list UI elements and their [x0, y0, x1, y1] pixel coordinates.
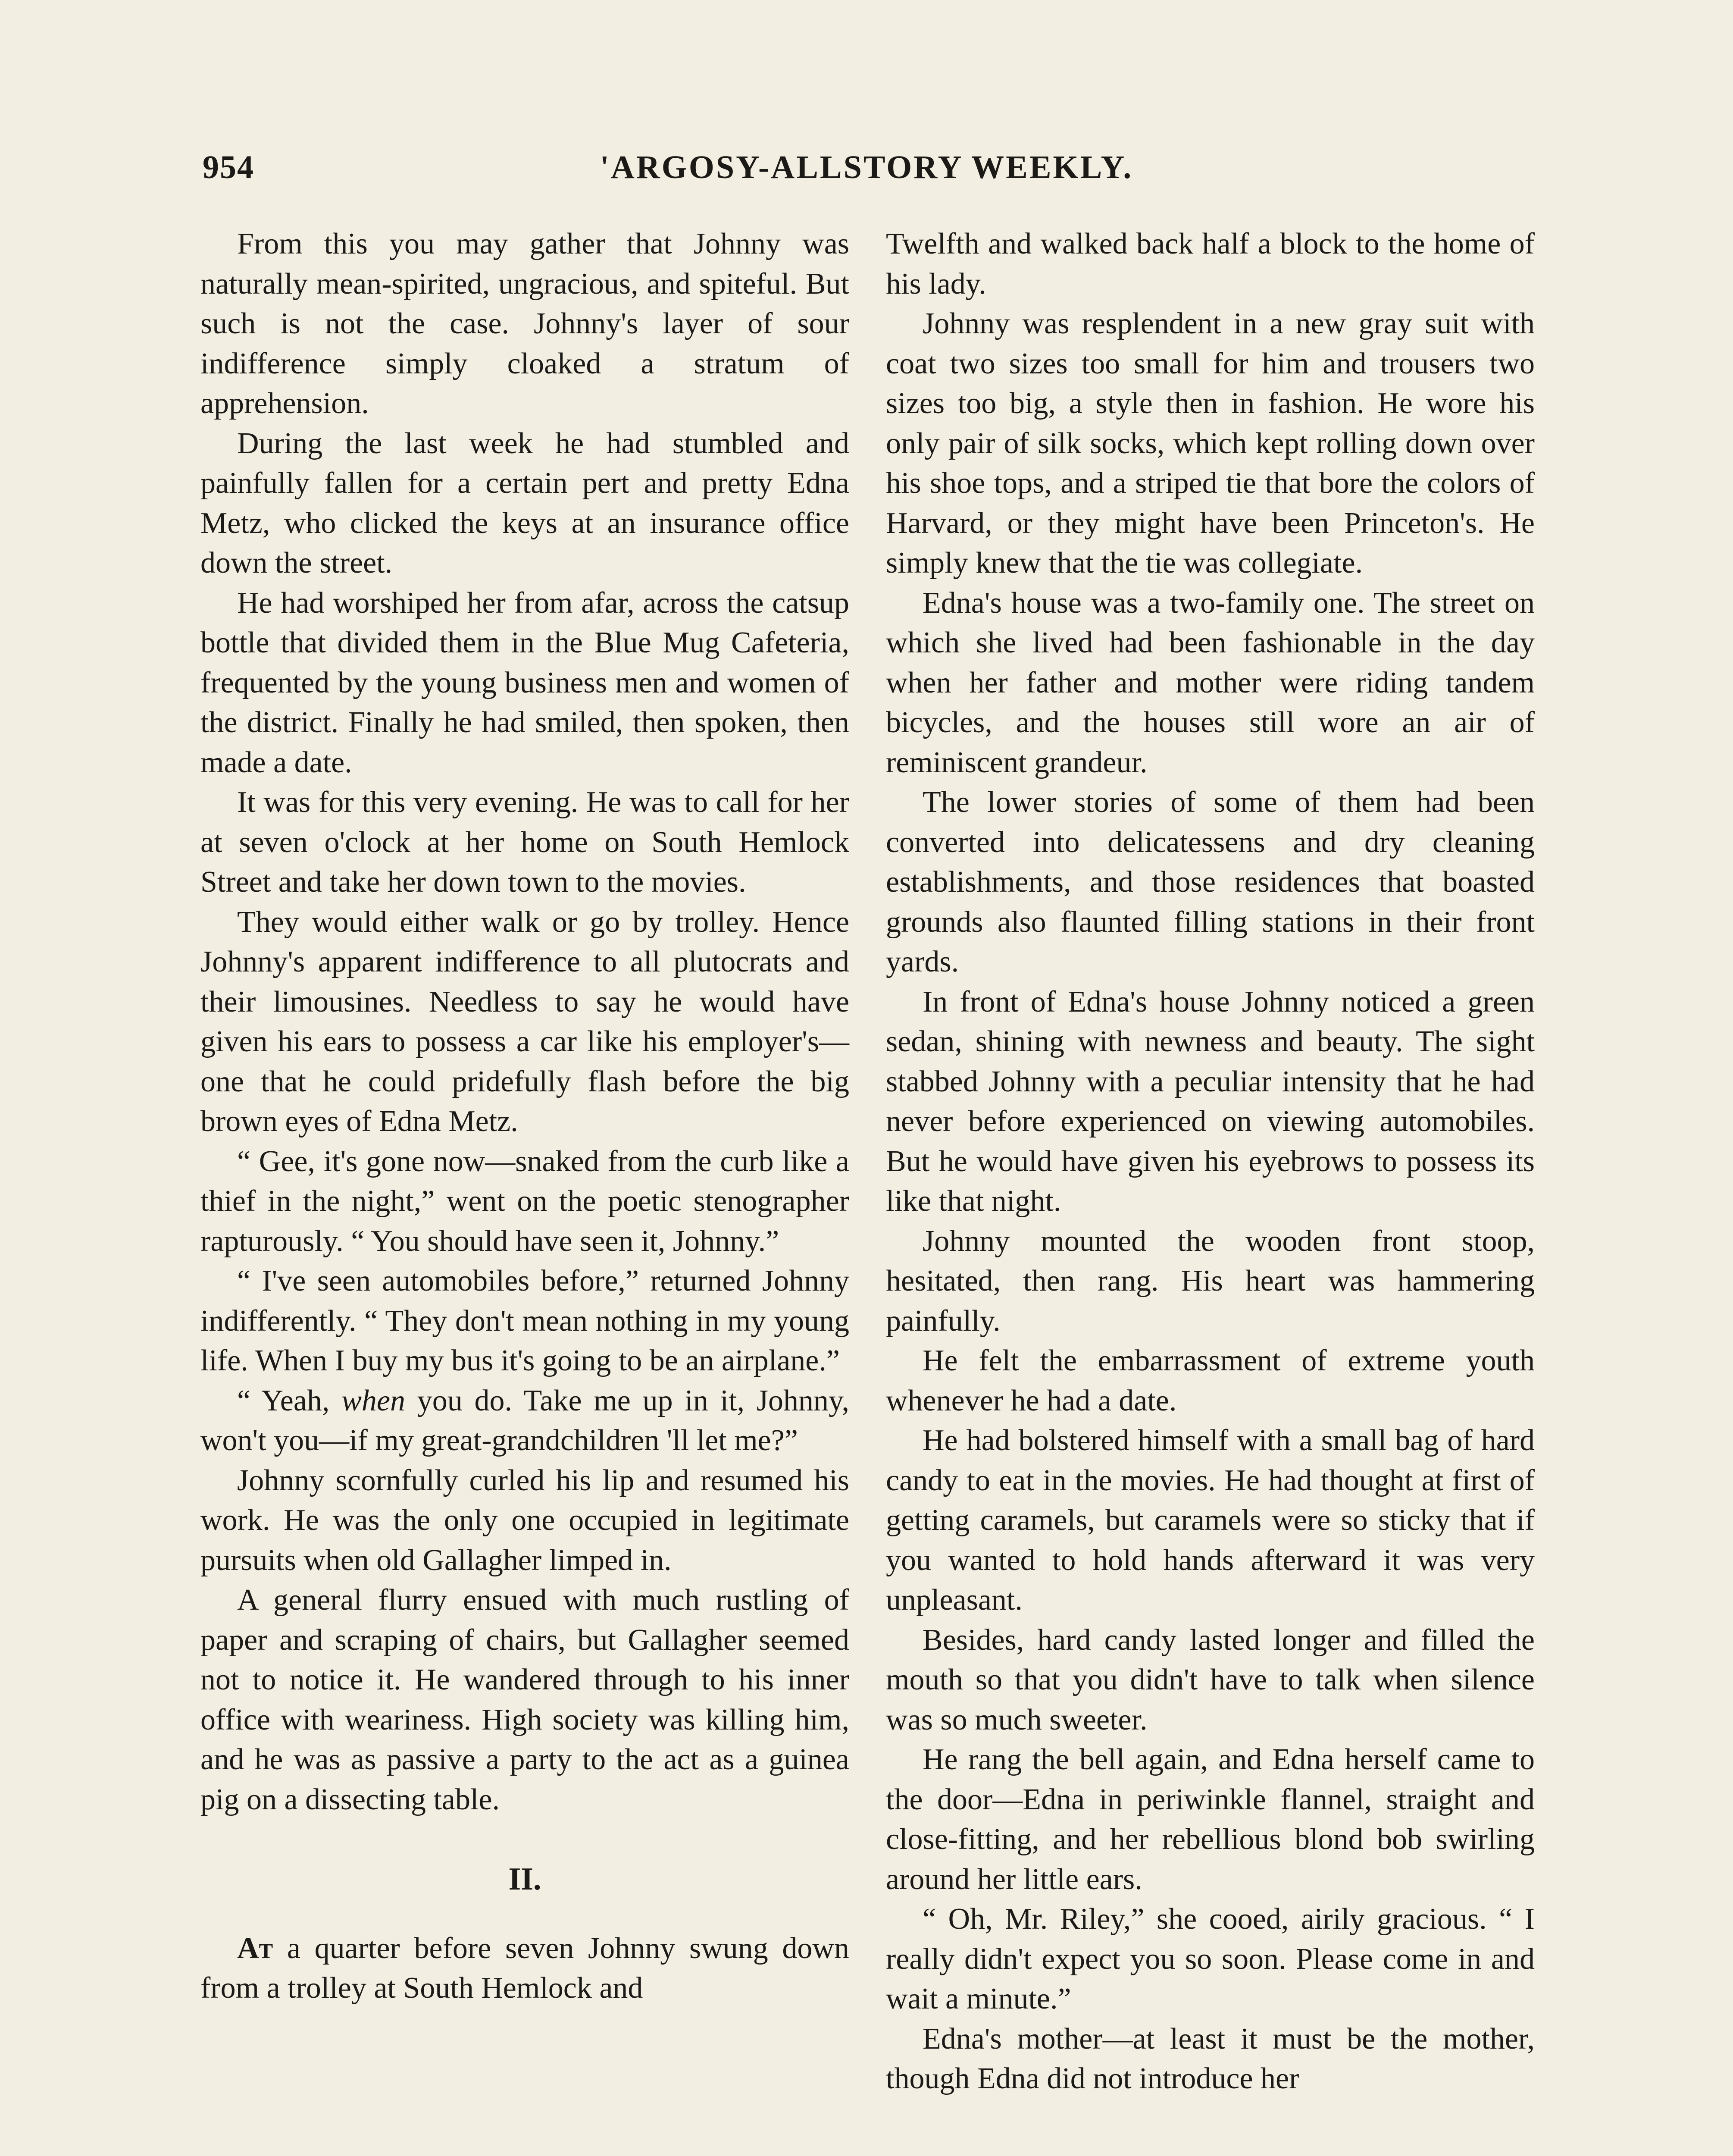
paragraph-text: a quarter before seven Johnny swung down from a trolley at South Hemlock and	[200, 1931, 849, 2005]
paragraph: He felt the embarrassment of extreme youth whenever he had a date.	[886, 1344, 1535, 1417]
paragraph: He had worshiped her from afar, across the catsup bottle that divided them in the Blue Mug Cafeteria, frequented by the young business men and women of the district. Finally he had smiled, then spoken, then made a date.	[200, 586, 849, 779]
paragraph: Johnny mounted the wooden front stoop, hesitated, then rang. His heart was hammering painfully.	[886, 1224, 1535, 1338]
paragraph: Johnny scornfully curled his lip and resumed his work. He was the only one occupied in legitimate pursuits when old Gallagher limped in.	[200, 1463, 849, 1577]
left-column	[200, 224, 849, 2009]
paragraph: Edna's mother—at least it must be the mother, though Edna did not introduce her	[886, 2022, 1535, 2095]
paragraph: Johnny was resplendent in a new gray suit with coat two sizes too small for him and trousers two sizes too big, a style then in fashion. He wore his only pair of silk socks, which kept rolling down over his shoe tops, and a striped tie that bore the colors of Harvard, or they might have been Princeton's. He simply knew that the tie was collegiate.	[886, 307, 1535, 580]
section-heading: II.	[508, 1861, 541, 1897]
dialogue-text: you do. Take me up in it, Johnny, won't you—if my great-grandchildren 'll let me?”	[200, 1384, 849, 1457]
paragraph: Besides, hard candy lasted longer and filled the mouth so that you didn't have to talk when silence was so much sweeter.	[886, 1623, 1535, 1736]
paragraph: He had bolstered himself with a small bag of hard candy to eat in the movies. He had thought at first of getting caramels, but caramels were so sticky that if you wanted to hold hands afterward it was very unpleasant.	[886, 1424, 1535, 1617]
paragraph	[200, 1929, 849, 2009]
paragraph: The lower stories of some of them had been converted into delicatessens and dry cleaning establishments, and those residences that boasted grounds also flaunted filling stations in their front yards.	[886, 786, 1535, 978]
emphasized-word: when	[341, 1384, 405, 1417]
page-header	[203, 149, 1530, 192]
right-column	[886, 224, 1535, 2099]
running-title: 'ARGOSY-ALLSTORY WEEKLY.	[600, 149, 1133, 185]
paragraph: “ Oh, Mr. Riley,” she cooed, airily gracious. “ I really didn't expect you so soon. Please come in and wait a minute.”	[886, 1902, 1535, 2015]
paragraph: “ I've seen automobiles before,” returned Johnny indifferently. “ They don't mean nothing in my young life. When I buy my bus it's going to be an airplane.”	[200, 1264, 849, 1377]
paragraph: In front of Edna's house Johnny noticed a green sedan, shining with newness and beauty. The sight stabbed Johnny with a peculiar intensity that he had never before experienced on viewing automobiles. But he would have given his eyebrows to possess its like that night.	[886, 985, 1535, 1218]
paragraph: They would either walk or go by trolley. Hence Johnny's apparent indifference to all plutocrats and their limousines. Needless to say he would have given his ears to possess a car like his employer's—one that he could pridefully flash before the big brown eyes of Edna Metz.	[200, 905, 849, 1138]
paragraph: Edna's house was a two-family one. The street on which she lived had been fashionable in the day when her father and mother were riding tandem bicycles, and the houses still wore an air of reminiscent grandeur.	[886, 586, 1535, 779]
paragraph: From this you may gather that Johnny was naturally mean-spirited, ungracious, and spiteful. But such is not the case. Johnny's layer of sour indifference simply cloaked a stratum of apprehension.	[200, 227, 849, 420]
paragraph: A general flurry ensued with much rustling of paper and scraping of chairs, but Gallagher seemed not to notice it. He wandered through to his inner office with weariness. High society was killing him, and he was as passive a party to the act as a guinea pig on a dissecting table.	[200, 1583, 849, 1816]
lead-word: At	[237, 1931, 273, 1965]
page-number: 954	[203, 149, 254, 185]
paragraph: Twelfth and walked back half a block to the home of his lady.	[886, 227, 1535, 301]
paragraph: He rang the bell again, and Edna herself came to the door—Edna in periwinkle flannel, straight and close-fitting, and her rebellious blond bob swirling around her little ears.	[886, 1743, 1535, 1896]
paragraph: It was for this very evening. He was to call for her at seven o'clock at her home on South Hemlock Street and take her down town to the movies.	[200, 786, 849, 899]
dialogue-text: “ Yeah,	[237, 1384, 342, 1417]
paragraph: During the last week he had stumbled and painfully fallen for a certain pert and pretty Edna Metz, who clicked the keys at an insurance office down the street.	[200, 426, 849, 580]
paragraph	[200, 1381, 849, 1461]
paragraph: “ Gee, it's gone now—snaked from the curb like a thief in the night,” went on the poetic stenographer rapturously. “ You should have seen it, Johnny.”	[200, 1144, 849, 1258]
